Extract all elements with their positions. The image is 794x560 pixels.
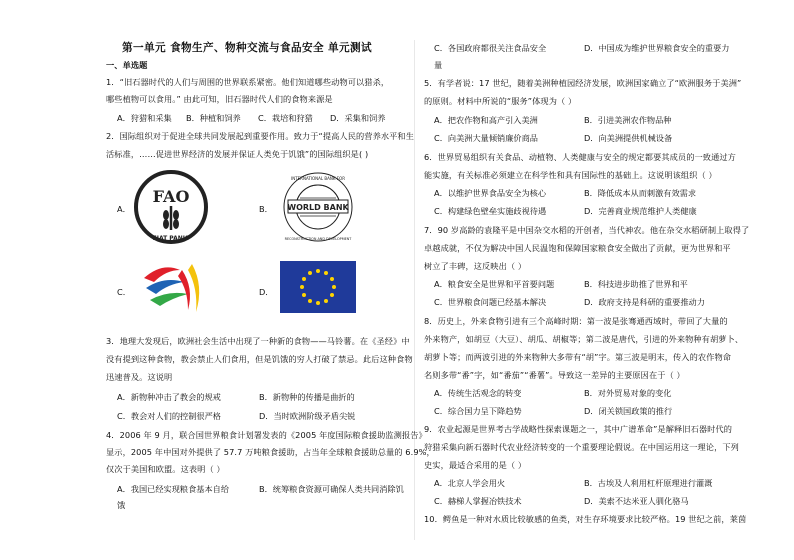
question-9-line-1: 9．农业起源是世界考古学战略性探索课题之一，其中广谱革命”是解释旧石器时代的	[424, 424, 733, 434]
svg-text:FIAT PANIS: FIAT PANIS	[152, 235, 190, 242]
question-3-line-2: 没有提到这种食物，教会禁止人们食用，但是饥饿的穷人打破了禁忌。此后这种食物	[106, 354, 413, 364]
question-8-line-1: 8．历史上，外来食物引进有三个高峰时期：第一波是张骞通西域时，带回了大量的	[424, 316, 728, 326]
question-3-line-1: 3．地理大发现后，欧洲社会生活中出现了一种新的食物——马铃薯。在《圣经》中	[106, 336, 410, 346]
q9-option-c: C．赫梯人掌握冶铁技术	[434, 496, 522, 506]
q7-option-b: B．科技进步助推了世界和平	[584, 279, 688, 289]
question-1-line-2: 哪些植物可以食用。” 由此可知，旧石器时代人们的食物来源是	[106, 94, 333, 104]
q8-option-d: D．闭关锁国政策的推行	[584, 406, 673, 416]
question-7-line-1: 7．90 岁高龄的袁隆平是中国杂交水稻的开创者，当代神农。他在杂交水稻研制上取得了	[424, 225, 750, 235]
q9-option-b: B．古埃及人利用杠杆原理进行灌溉	[584, 478, 713, 488]
question-3-line-3: 迅速普及。这说明	[106, 372, 173, 382]
q2-option-d: D．	[259, 287, 274, 297]
q5-option-a: A．把农作物和高产引入美洲	[434, 115, 538, 125]
q6-option-c: C．构建绿色壁垒实施歧视待遇	[434, 206, 547, 216]
wto-logo	[136, 256, 216, 324]
q1-option-c: C．栽培和狩猎	[258, 113, 313, 123]
question-8-line-3: 胡萝卜等；而两波引进的外来物种大多带有“胡”字。第三波是明末，传入的农作物命	[424, 352, 732, 362]
question-7-line-3: 树立了丰碑，这反映出（ ）	[424, 261, 527, 271]
question-5-line-1: 5．有学者说：17 世纪，随着美洲种植园经济发展，欧洲国家确立了“欧洲服务于美洲”	[424, 78, 742, 88]
question-8-line-4: 名则多带“番”字，如“番茄”“番薯”。导致这一差异的主要原因在于（ ）	[424, 370, 685, 380]
svg-text:RECONSTRUCTION AND DEVELOPMENT: RECONSTRUCTION AND DEVELOPMENT	[284, 237, 352, 241]
q9-option-a: A．北京人学会用火	[434, 478, 506, 488]
q7-option-d: D．政府支持是科研的重要推动力	[584, 297, 705, 307]
svg-text:WORLD BANK: WORLD BANK	[287, 203, 349, 212]
fao-logo	[132, 168, 210, 250]
q4-option-a: A．我国已经实现粮食基本自给	[117, 484, 230, 494]
q7-option-a: A．粮食安全是世界和平首要问题	[434, 279, 555, 289]
question-5-line-2: 的原则。材料中所说的“服务”体现为（ ）	[424, 96, 577, 106]
question-8-line-2: 外来物产，如胡豆（大豆）、胡瓜、胡椒等；第二波是唐代，引进的外来物种有胡萝卜、	[424, 334, 744, 344]
q2-option-c: C．	[117, 287, 131, 297]
q5-option-d: D．向美洲提供机械设备	[584, 133, 673, 143]
question-9-line-3: 史实，最适合采用的是（ ）	[424, 460, 527, 470]
q3-option-b: B．新物种的传播是曲折的	[259, 392, 355, 402]
q7-option-c: C．世界粮食问题已经基本解决	[434, 297, 547, 307]
question-4-line-2: 显示，2005 年中国对外提供了 57.7 万吨粮食援助，占当年全球粮食援助总量的 6.9%，	[106, 447, 435, 457]
q3-option-d: D．当时欧洲阶级矛盾尖锐	[259, 411, 356, 421]
q1-option-b: B．种植和饲养	[186, 113, 241, 123]
q3-option-c: C．教会对人们的控制很严格	[117, 411, 221, 421]
q5-option-c: C．向美洲大量倾销廉价商品	[434, 133, 538, 143]
q4-option-b-cont: 饿	[117, 500, 126, 510]
q8-option-c: C．综合国力呈下降趋势	[434, 406, 522, 416]
page-title: 第一单元 食物生产、物种交流与食品安全 单元测试	[122, 42, 373, 54]
question-1-line-1: 1．“旧石器时代的人们与周围的世界联系紧密。他们知道哪些动物可以猎杀，	[106, 77, 390, 87]
q9-option-d: D．美索不达米亚人驯化骆马	[584, 496, 689, 506]
q6-option-a: A．以维护世界食品安全为核心	[434, 188, 547, 198]
question-6-line-2: 能实施，有关标准必须建立在科学性和具有国际性的基础上。这说明该组织（ ）	[424, 170, 717, 180]
q4-option-d: D．中国成为维护世界粮食安全的重要力	[584, 43, 730, 53]
q2-option-b: B．	[259, 204, 273, 214]
svg-text:INTERNATIONAL BANK FOR: INTERNATIONAL BANK FOR	[291, 176, 345, 181]
question-2-line-2: 活标准，……促进世界经济的发展并保证人类免于饥饿”的国际组织是( )	[106, 149, 369, 159]
q1-option-d: D．采集和饲养	[330, 113, 386, 123]
question-6-line-1: 6．世界贸易组织有关食品、动植物、人类健康与安全的规定都要其成员的一致通过方	[424, 152, 736, 162]
q2-option-a: A．	[117, 204, 131, 214]
question-4-line-3: 仅次于美国和欧盟。这表明（ ）	[106, 464, 225, 474]
eu-flag	[280, 261, 356, 317]
world-bank-logo	[278, 168, 358, 250]
question-4-line-1: 4．2006 年 9 月，联合国世界粮食计划署发表的《2005 年度国际粮食援助监测报告》	[106, 430, 427, 440]
q6-option-b: B．降低成本从而刺激有效需求	[584, 188, 697, 198]
question-2-line-1: 2．国际组织对于促进全球共同发展起到重要作用。致力于“提高人民的营养水平和生	[106, 131, 415, 141]
q8-option-a: A．传统生活观念的转变	[434, 388, 522, 398]
q5-option-b: B．引进美洲农作物品种	[584, 115, 672, 125]
q3-option-a: A．新物种冲击了教会的规戒	[117, 392, 221, 402]
section-heading: 一、单选题	[106, 60, 148, 70]
q8-option-b: B．对外贸易对象的变化	[584, 388, 672, 398]
question-10-line-1: 10．鳄鱼是一种对水质比较敏感的鱼类，对生存环境要求比较严格。19 世纪之前，莱茵	[424, 514, 747, 524]
q6-option-d: D．完善商业规范维护人类健康	[584, 206, 697, 216]
question-9-line-2: 狩猎采集向新石器时代农业经济转变的一个重要理论假说。在中国运用这一理论，下列	[424, 442, 739, 452]
column-divider	[414, 40, 415, 540]
q4-option-b: B．统筹粮食资源可确保人类共同消除饥	[259, 484, 404, 494]
q4-option-c: C．各国政府都很关注食品安全	[434, 43, 547, 53]
svg-text:FAO: FAO	[152, 187, 190, 206]
q1-option-a: A．狩猎和采集	[117, 113, 172, 123]
q4-option-d-cont: 量	[434, 60, 443, 70]
question-7-line-2: 卓越成就，不仅为解决中国人民温饱和保障国家粮食安全做出了贡献，更为世界和平	[424, 243, 731, 253]
